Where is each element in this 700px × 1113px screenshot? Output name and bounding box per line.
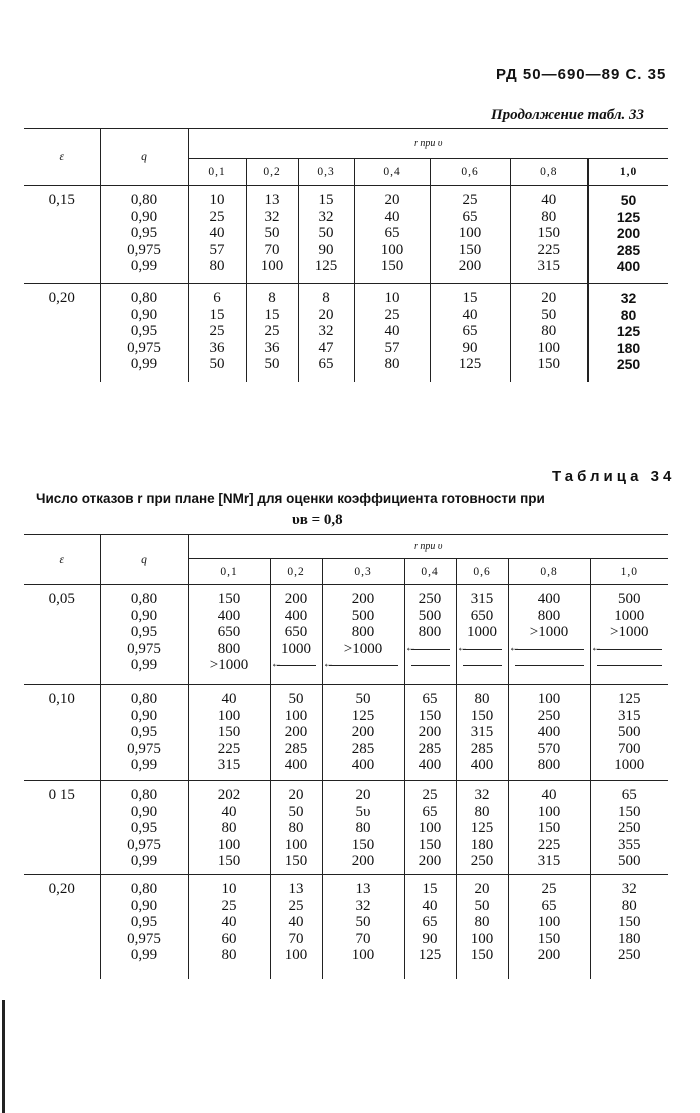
table-cell-value: 100 xyxy=(284,947,308,963)
header-v-5: 0,8 xyxy=(510,159,588,186)
table-cell-value: 25 xyxy=(209,208,225,225)
table-cell-value: 80 xyxy=(620,306,637,323)
table-cell-value: 13 xyxy=(264,192,280,208)
continuation-arrow xyxy=(509,657,590,674)
header-v-3: 0,4 xyxy=(404,559,456,585)
table-cell-value: 65 xyxy=(541,897,557,914)
table-cell-value: 47 xyxy=(318,339,334,356)
header-v-1: 0,2 xyxy=(270,559,322,585)
table-cell-value: 57 xyxy=(384,339,400,356)
table-cell-value: 400 xyxy=(418,757,442,773)
table-cell-value: 400 xyxy=(537,724,561,740)
table-cell-value: 285 xyxy=(470,740,494,757)
table-cell-value: 8 xyxy=(322,290,330,306)
table-cell-value: 100 xyxy=(458,225,482,241)
table-cell-value: 20 xyxy=(384,192,400,208)
table-cell-value: 32 xyxy=(355,897,371,914)
table-cell-value: 500 xyxy=(418,607,442,624)
table-cell-value: 50 xyxy=(355,691,371,707)
table-cell-value: 125 xyxy=(470,820,494,836)
epsilon-value: 0,15 xyxy=(48,192,75,208)
table-cell-value: 570 xyxy=(537,740,561,757)
table-cell-value: 32 xyxy=(318,323,334,339)
table-cell-value: 285 xyxy=(616,241,641,258)
continuation-arrow xyxy=(591,657,669,674)
table-cell-value: >1000 xyxy=(610,624,649,640)
table-cell-value: 65 xyxy=(384,225,400,241)
table-cell-value: 40 xyxy=(422,897,438,914)
table-row-group xyxy=(24,781,668,875)
header-r-group: r при υ xyxy=(188,535,668,559)
table-cell-value: 180 xyxy=(618,930,641,947)
continuation-arrow xyxy=(271,657,322,674)
table-cell-value: 150 xyxy=(418,707,442,724)
q-value: 0,975 xyxy=(127,241,161,258)
continuation-arrow xyxy=(591,641,669,658)
table-cell-value: 650 xyxy=(470,607,494,624)
table-cell-value: 200 xyxy=(284,591,308,607)
table-cell-value: 60 xyxy=(221,930,237,947)
table-cell-value: 80 xyxy=(355,820,371,836)
table-cell-value: 90 xyxy=(462,339,478,356)
table-cell-value: 20 xyxy=(355,787,371,803)
table-cell-value: 80 xyxy=(221,947,237,963)
continuation-arrow xyxy=(457,657,508,674)
table-cell-value: 100 xyxy=(537,691,561,707)
table-cell-value: 65 xyxy=(621,787,637,803)
table-cell-value: 225 xyxy=(217,740,241,757)
q-value: 0,80 xyxy=(130,787,158,803)
table-cell-value: 250 xyxy=(470,853,494,869)
table-cell-value: 125 xyxy=(351,707,375,724)
table-cell-value: 150 xyxy=(618,914,641,930)
table-cell-value: 250 xyxy=(616,356,641,372)
table-cell-value: 36 xyxy=(264,339,280,356)
table-cell-value: 800 xyxy=(537,757,561,773)
table-cell-value: 250 xyxy=(618,947,641,963)
table-cell-value: 80 xyxy=(474,803,490,820)
table-cell-value: 80 xyxy=(384,356,400,372)
q-value: 0,99 xyxy=(130,258,158,274)
table-cell-value: 32 xyxy=(620,290,637,306)
table-cell-value: 200 xyxy=(458,258,482,274)
table-cell-value: 25 xyxy=(384,306,400,323)
table-cell-value: 25 xyxy=(462,192,478,208)
table-cell-value: 1000 xyxy=(614,757,645,773)
table-cell-value: 650 xyxy=(284,624,308,640)
table-cell-value: 150 xyxy=(537,356,560,372)
table-cell-value: 25 xyxy=(288,897,304,914)
table-cell-value: 150 xyxy=(470,947,494,963)
table-cell-value: 800 xyxy=(418,624,442,640)
table-cell-value: 32 xyxy=(264,208,280,225)
q-value: 0,95 xyxy=(130,323,158,339)
q-value: 0,80 xyxy=(130,192,158,208)
table-cell-value: 125 xyxy=(616,323,641,339)
q-value: 0,99 xyxy=(130,853,158,869)
table-cell-value: 400 xyxy=(284,757,308,773)
table-cell-value: 500 xyxy=(351,607,375,624)
table-cell-value: 150 xyxy=(217,724,241,740)
epsilon-value: 0,10 xyxy=(48,691,75,707)
table-cell-value: 100 xyxy=(418,820,442,836)
table-cell-value: 400 xyxy=(284,607,308,624)
table-cell-value: 20 xyxy=(318,306,334,323)
table-cell-value: 80 xyxy=(541,323,557,339)
q-value: 0,975 xyxy=(127,740,161,757)
table-cell-value: 400 xyxy=(217,607,241,624)
q-value: 0,975 xyxy=(127,836,161,853)
q-value: 0,80 xyxy=(130,591,158,607)
table-cell-value: 80 xyxy=(621,897,637,914)
table-cell-value: 200 xyxy=(284,724,308,740)
table-cell-value: 315 xyxy=(470,591,494,607)
q-value: 0,90 xyxy=(130,707,158,724)
table-cell-value: 80 xyxy=(209,258,225,274)
table-cell-value: 200 xyxy=(351,591,375,607)
table-cell-value: 150 xyxy=(618,803,641,820)
q-value: 0,80 xyxy=(130,290,158,306)
q-value: 0,90 xyxy=(130,306,158,323)
q-value: 0,95 xyxy=(130,914,158,930)
table-cell-value: 100 xyxy=(537,803,561,820)
table-cell-value: 10 xyxy=(209,192,225,208)
table-cell-value: 100 xyxy=(260,258,284,274)
table-cell-value: 65 xyxy=(462,323,478,339)
table-cell-value: 100 xyxy=(217,836,241,853)
table-cell-value: 13 xyxy=(355,881,371,897)
table-cell-value: 25 xyxy=(422,787,438,803)
table-cell-value: 400 xyxy=(616,258,641,274)
table-cell-value: 285 xyxy=(284,740,308,757)
table-cell-value: 800 xyxy=(537,607,561,624)
table-cell-value: 150 xyxy=(537,225,560,241)
q-value: 0,99 xyxy=(130,356,158,372)
epsilon-value: 0 15 xyxy=(48,787,75,803)
table-cell-value: 800 xyxy=(217,640,241,657)
table-cell-value: 400 xyxy=(351,757,375,773)
table-cell-value: 100 xyxy=(284,836,308,853)
q-value: 0,95 xyxy=(130,724,158,740)
table-cell-value: 200 xyxy=(537,947,561,963)
q-value: 0,80 xyxy=(130,881,158,897)
table-cell-value: 200 xyxy=(418,724,442,740)
table-cell-value: 250 xyxy=(418,591,442,607)
q-value: 0,99 xyxy=(130,657,158,673)
q-value: 0,99 xyxy=(130,947,158,963)
q-value: 0,975 xyxy=(127,930,161,947)
continuation-arrow xyxy=(323,657,404,674)
table-cell-value: 40 xyxy=(221,914,237,930)
table-cell-value: 500 xyxy=(618,591,641,607)
table-34-subtitle: υв = 0,8 xyxy=(292,512,343,528)
table-cell-value: 70 xyxy=(264,241,280,258)
table-cell-value: 15 xyxy=(462,290,478,306)
table-cell-value: 150 xyxy=(537,820,561,836)
header-v-2: 0,3 xyxy=(322,559,404,585)
table-cell-value: 50 xyxy=(355,914,371,930)
header-v-0: 0,1 xyxy=(188,559,270,585)
q-value: 0,95 xyxy=(130,820,158,836)
table-cell-value: 800 xyxy=(351,624,375,640)
table-cell-value: 180 xyxy=(470,836,494,853)
table-cell-value: 400 xyxy=(537,591,561,607)
header-v-6: 1,0 xyxy=(588,159,668,186)
table-cell-value: 50 xyxy=(620,192,637,208)
table-continuation-caption: Продолжение табл. 33 xyxy=(491,107,645,123)
table-cell-value: 50 xyxy=(288,803,304,820)
table-cell-value: 150 xyxy=(380,258,404,274)
table-cell-value: 40 xyxy=(462,306,478,323)
table-cell-value: 50 xyxy=(541,306,557,323)
table-cell-value: 40 xyxy=(221,691,237,707)
table-cell-value: 500 xyxy=(618,724,641,740)
header-v-5: 0,8 xyxy=(508,559,590,585)
table-cell-value: 25 xyxy=(264,323,280,339)
header-v-6: 1,0 xyxy=(590,559,668,585)
table-cell-value: 15 xyxy=(318,192,334,208)
table-34-label: Таблица 34 xyxy=(552,468,676,485)
table-row-group xyxy=(24,585,668,685)
table-cell-value: 15 xyxy=(422,881,438,897)
table-cell-value: >1000 xyxy=(343,640,383,657)
left-margin-rule xyxy=(2,1000,5,1113)
table-cell-value: 36 xyxy=(209,339,225,356)
header-v-3: 0,4 xyxy=(354,159,430,186)
table-cell-value: 125 xyxy=(314,258,338,274)
table-cell-value: 65 xyxy=(422,803,438,820)
table-cell-value: 315 xyxy=(470,724,494,740)
q-value: 0,99 xyxy=(130,757,158,773)
table-cell-value: 500 xyxy=(618,853,641,869)
table-cell-value: 150 xyxy=(217,853,241,869)
table-cell-value: 40 xyxy=(384,208,400,225)
q-value: 0,95 xyxy=(130,225,158,241)
table-cell-value: 15 xyxy=(264,306,280,323)
table-cell-value: >1000 xyxy=(529,624,569,640)
q-value: 0,90 xyxy=(130,803,158,820)
table-cell-value: 150 xyxy=(351,836,375,853)
table-cell-value: 100 xyxy=(470,930,494,947)
table-cell-value: 250 xyxy=(618,820,641,836)
table-cell-value: 13 xyxy=(288,881,304,897)
header-epsilon: ε xyxy=(24,535,100,585)
header-q: q xyxy=(100,129,188,186)
table-cell-value: 25 xyxy=(541,881,557,897)
q-value: 0,975 xyxy=(127,640,161,657)
table-cell-value: 57 xyxy=(209,241,225,258)
table-cell-value: 315 xyxy=(537,258,560,274)
epsilon-value: 0,20 xyxy=(48,290,75,306)
table-cell-value: 6 xyxy=(213,290,221,306)
q-value: 0,975 xyxy=(127,339,161,356)
table-cell-value: 50 xyxy=(264,225,280,241)
table-cell-value: 150 xyxy=(284,853,308,869)
table-cell-value: 50 xyxy=(264,356,280,372)
table-cell-value: 90 xyxy=(318,241,334,258)
table-cell-value: 40 xyxy=(288,914,304,930)
table-cell-value: 40 xyxy=(541,787,557,803)
table-cell-value: 1000 xyxy=(467,624,497,640)
table-cell-value: 80 xyxy=(288,820,304,836)
table-cell-value: 80 xyxy=(541,208,557,225)
table-row-group xyxy=(24,186,668,284)
table-cell-value: 10 xyxy=(384,290,400,306)
table-cell-value: 25 xyxy=(209,323,225,339)
table-cell-value: >1000 xyxy=(209,657,249,673)
table-cell-value: 285 xyxy=(418,740,442,757)
table-cell-value: 200 xyxy=(616,225,641,241)
table-cell-value: 1000 xyxy=(281,640,311,657)
q-value: 0,95 xyxy=(130,624,158,640)
table-cell-value: 25 xyxy=(221,897,237,914)
epsilon-value: 0,05 xyxy=(48,591,75,607)
table-cell-value: 50 xyxy=(288,691,304,707)
table-cell-value: 100 xyxy=(217,707,241,724)
q-value: 0,80 xyxy=(130,691,158,707)
table-cell-value: 125 xyxy=(418,947,442,963)
header-v-4: 0,6 xyxy=(456,559,508,585)
table-33 xyxy=(24,128,668,382)
table-cell-value: 20 xyxy=(288,787,304,803)
table-cell-value: 32 xyxy=(474,787,490,803)
table-cell-value: 50 xyxy=(209,356,225,372)
header-v-0: 0,1 xyxy=(188,159,246,186)
table-cell-value: 90 xyxy=(422,930,438,947)
table-cell-value: 355 xyxy=(618,836,641,853)
table-cell-value: 200 xyxy=(351,853,375,869)
q-value: 0,90 xyxy=(130,607,158,624)
table-cell-value: 100 xyxy=(351,947,375,963)
table-cell-value: 40 xyxy=(209,225,225,241)
table-cell-value: 50 xyxy=(318,225,334,241)
table-row-group xyxy=(24,284,668,382)
table-cell-value: 32 xyxy=(318,208,334,225)
table-cell-value: 8 xyxy=(268,290,276,306)
table-cell-value: 65 xyxy=(422,914,438,930)
table-cell-value: 20 xyxy=(474,881,490,897)
table-cell-value: 100 xyxy=(537,339,560,356)
table-cell-value: 125 xyxy=(618,691,641,707)
table-cell-value: 65 xyxy=(318,356,334,372)
table-cell-value: 125 xyxy=(458,356,482,372)
table-cell-value: 80 xyxy=(221,820,237,836)
table-cell-value: 65 xyxy=(462,208,478,225)
table-cell-value: 1000 xyxy=(614,607,645,624)
table-cell-value: 15 xyxy=(209,306,225,323)
table-cell-value: 50 xyxy=(474,897,490,914)
table-cell-value: 5υ xyxy=(355,803,371,820)
table-row-group xyxy=(24,685,668,781)
table-cell-value: 250 xyxy=(537,707,561,724)
table-cell-value: 100 xyxy=(537,914,561,930)
table-cell-value: 285 xyxy=(351,740,375,757)
q-value: 0,90 xyxy=(130,208,158,225)
table-cell-value: 10 xyxy=(221,881,237,897)
table-cell-value: 70 xyxy=(288,930,304,947)
header-epsilon: ε xyxy=(24,129,100,186)
table-cell-value: 225 xyxy=(537,836,561,853)
continuation-arrow xyxy=(405,657,456,674)
table-cell-value: 40 xyxy=(384,323,400,339)
q-value: 0,90 xyxy=(130,897,158,914)
table-cell-value: 150 xyxy=(458,241,482,258)
table-cell-value: 700 xyxy=(618,740,641,757)
table-cell-value: 202 xyxy=(217,787,241,803)
table-cell-value: 180 xyxy=(616,339,641,356)
table-cell-value: 150 xyxy=(418,836,442,853)
table-cell-value: 65 xyxy=(422,691,438,707)
header-v-1: 0,2 xyxy=(246,159,298,186)
table-cell-value: 125 xyxy=(616,208,641,225)
header-r-group: r при υ xyxy=(188,129,668,159)
header-q: q xyxy=(100,535,188,585)
table-cell-value: 200 xyxy=(351,724,375,740)
table-cell-value: 315 xyxy=(217,757,241,773)
table-cell-value: 315 xyxy=(537,853,561,869)
continuation-arrow xyxy=(509,641,590,658)
table-cell-value: 400 xyxy=(470,757,494,773)
continuation-arrow xyxy=(457,641,508,658)
table-cell-value: 100 xyxy=(284,707,308,724)
table-cell-value: 200 xyxy=(418,853,442,869)
table-34 xyxy=(24,534,668,979)
epsilon-value: 0,20 xyxy=(48,881,75,897)
table-cell-value: 70 xyxy=(355,930,371,947)
table-row-group xyxy=(24,875,668,979)
table-34-title: Число отказов r при плане [NMr] для оценки коэффициента готовности при xyxy=(36,491,545,506)
page-reference: РД 50—690—89 С. 35 xyxy=(496,66,667,83)
table-cell-value: 225 xyxy=(537,241,560,258)
table-cell-value: 80 xyxy=(474,914,490,930)
header-v-4: 0,6 xyxy=(430,159,510,186)
table-cell-value: 150 xyxy=(217,591,241,607)
table-cell-value: 150 xyxy=(537,930,561,947)
continuation-arrow xyxy=(405,641,456,658)
table-cell-value: 100 xyxy=(380,241,404,258)
table-cell-value: 80 xyxy=(474,691,490,707)
table-cell-value: 40 xyxy=(221,803,237,820)
table-cell-value: 315 xyxy=(618,707,641,724)
table-cell-value: 20 xyxy=(541,290,557,306)
header-v-2: 0,3 xyxy=(298,159,354,186)
table-cell-value: 32 xyxy=(621,881,637,897)
table-cell-value: 150 xyxy=(470,707,494,724)
table-cell-value: 650 xyxy=(217,624,241,640)
table-cell-value: 40 xyxy=(541,192,557,208)
